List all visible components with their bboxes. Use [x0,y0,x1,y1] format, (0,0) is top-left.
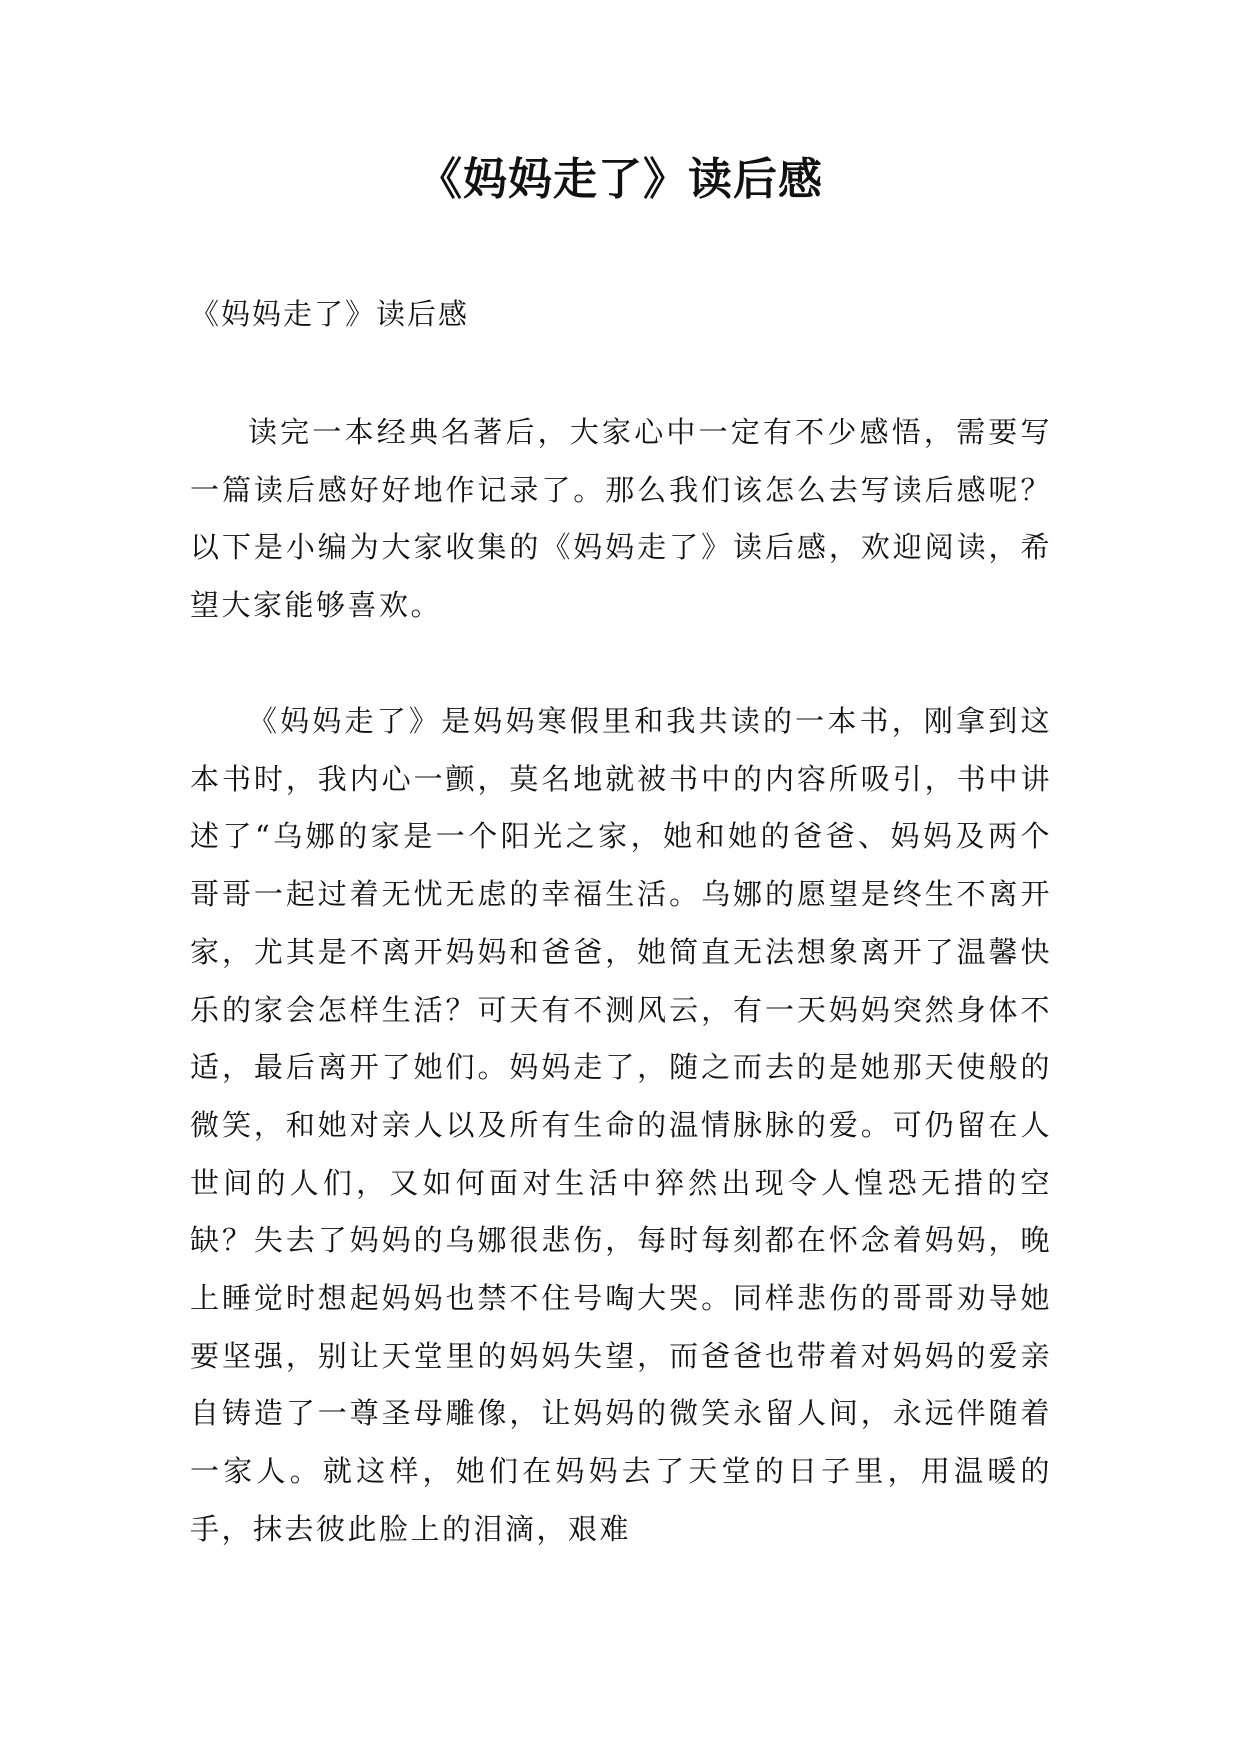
body-paragraph: 《妈妈走了》是妈妈寒假里和我共读的一本书，刚拿到这本书时，我内心一颤，莫名地就被书中的内容所吸引，书中讲述了“乌娜的家是一个阳光之家，她和她的爸爸、妈妈及两个哥哥一起过着无忧无虑的幸福生活。乌娜的愿望是终生不离开家，尤其是不离开妈妈和爸爸，她简直无法想象离开了温馨快乐的家会怎样生活？可天有不测风云，有一天妈妈突然身体不适，最后离开了她们。妈妈走了，随之而去的是她那天使般的微笑，和她对亲人以及所有生命的温情脉脉的爱。可仍留在人世间的人们，又如何面对生活中猝然出现令人惶恐无措的空缺？失去了妈妈的乌娜很悲伤，每时每刻都在怀念着妈妈，晚上睡觉时想起妈妈也禁不住号啕大哭。同样悲伤的哥哥劝导她要坚强，别让天堂里的妈妈失望，而爸爸也带着对妈妈的爱亲自铸造了一尊圣母雕像，让妈妈的微笑永留人间，永远伴随着一家人。就这样，她们在妈妈去了天堂的日子里，用温暖的手，抹去彼此脸上的泪滴，艰难 [190,704,1052,1546]
intro-paragraph: 读完一本经典名著后，大家心中一定有不少感悟，需要写一篇读后感好好地作记录了。那么我们该怎么去写读后感呢？以下是小编为大家收集的《妈妈走了》读后感，欢迎阅读，希望大家能够喜欢。 [190,415,1052,623]
document-title: 《妈妈走了》读后感 [418,154,823,205]
document-subtitle: 《妈妈走了》读后感 [190,297,470,331]
